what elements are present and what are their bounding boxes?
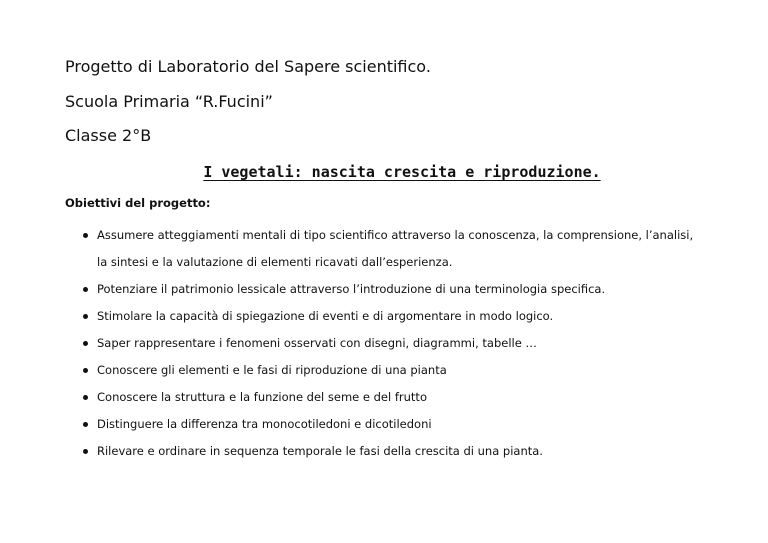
list-item-text: Conoscere gli elementi e le fasi di riproduzione di una pianta bbox=[97, 363, 447, 377]
list-item bbox=[0, 276, 768, 303]
list-item-text: Conoscere la struttura e la funzione del seme e del frutto bbox=[97, 390, 427, 404]
list-item-text: Stimolare la capacità di spiegazione di eventi e di argomentare in modo logico. bbox=[97, 309, 554, 323]
document-title bbox=[0, 162, 768, 182]
list-item bbox=[0, 357, 768, 384]
list-item bbox=[0, 438, 768, 465]
bullet-icon bbox=[83, 233, 88, 238]
list-item bbox=[0, 384, 768, 411]
document-title-text: I vegetali: nascita crescita e riproduzione. bbox=[203, 163, 601, 181]
class-line: Classe 2°B bbox=[65, 126, 152, 145]
bullet-icon bbox=[83, 287, 88, 292]
objectives-heading: Obiettivi del progetto: bbox=[65, 196, 211, 210]
list-item bbox=[0, 222, 768, 276]
list-item-text: Potenziare il patrimonio lessicale attraverso l’introduzione di una terminologia specifica. bbox=[97, 282, 606, 296]
bullet-icon bbox=[83, 341, 88, 346]
bullet-icon bbox=[83, 395, 88, 400]
bullet-icon bbox=[83, 449, 88, 454]
list-item-text: Assumere atteggiamenti mentali di tipo scientifico attraverso la conoscenza, la comprensione, l’analisi, bbox=[97, 228, 694, 242]
list-item-text: Saper rappresentare i fenomeni osservati con disegni, diagrammi, tabelle … bbox=[97, 336, 537, 350]
list-item bbox=[0, 411, 768, 438]
bullet-icon bbox=[83, 314, 88, 319]
school-name-line: Scuola Primaria “R.Fucini” bbox=[65, 92, 273, 111]
list-item bbox=[0, 330, 768, 357]
list-item-text: Distinguere la differenza tra monocotiledoni e dicotiledoni bbox=[97, 417, 432, 431]
bullet-icon bbox=[83, 368, 88, 373]
objectives-list bbox=[0, 222, 768, 465]
bullet-icon bbox=[83, 422, 88, 427]
list-item-continuation: la sintesi e la valutazione di elementi ricavati dall’esperienza. bbox=[97, 255, 453, 269]
list-item bbox=[0, 303, 768, 330]
project-title-line: Progetto di Laboratorio del Sapere scientifico. bbox=[65, 57, 431, 76]
list-item-text: Rilevare e ordinare in sequenza temporale le fasi della crescita di una pianta. bbox=[97, 444, 543, 458]
